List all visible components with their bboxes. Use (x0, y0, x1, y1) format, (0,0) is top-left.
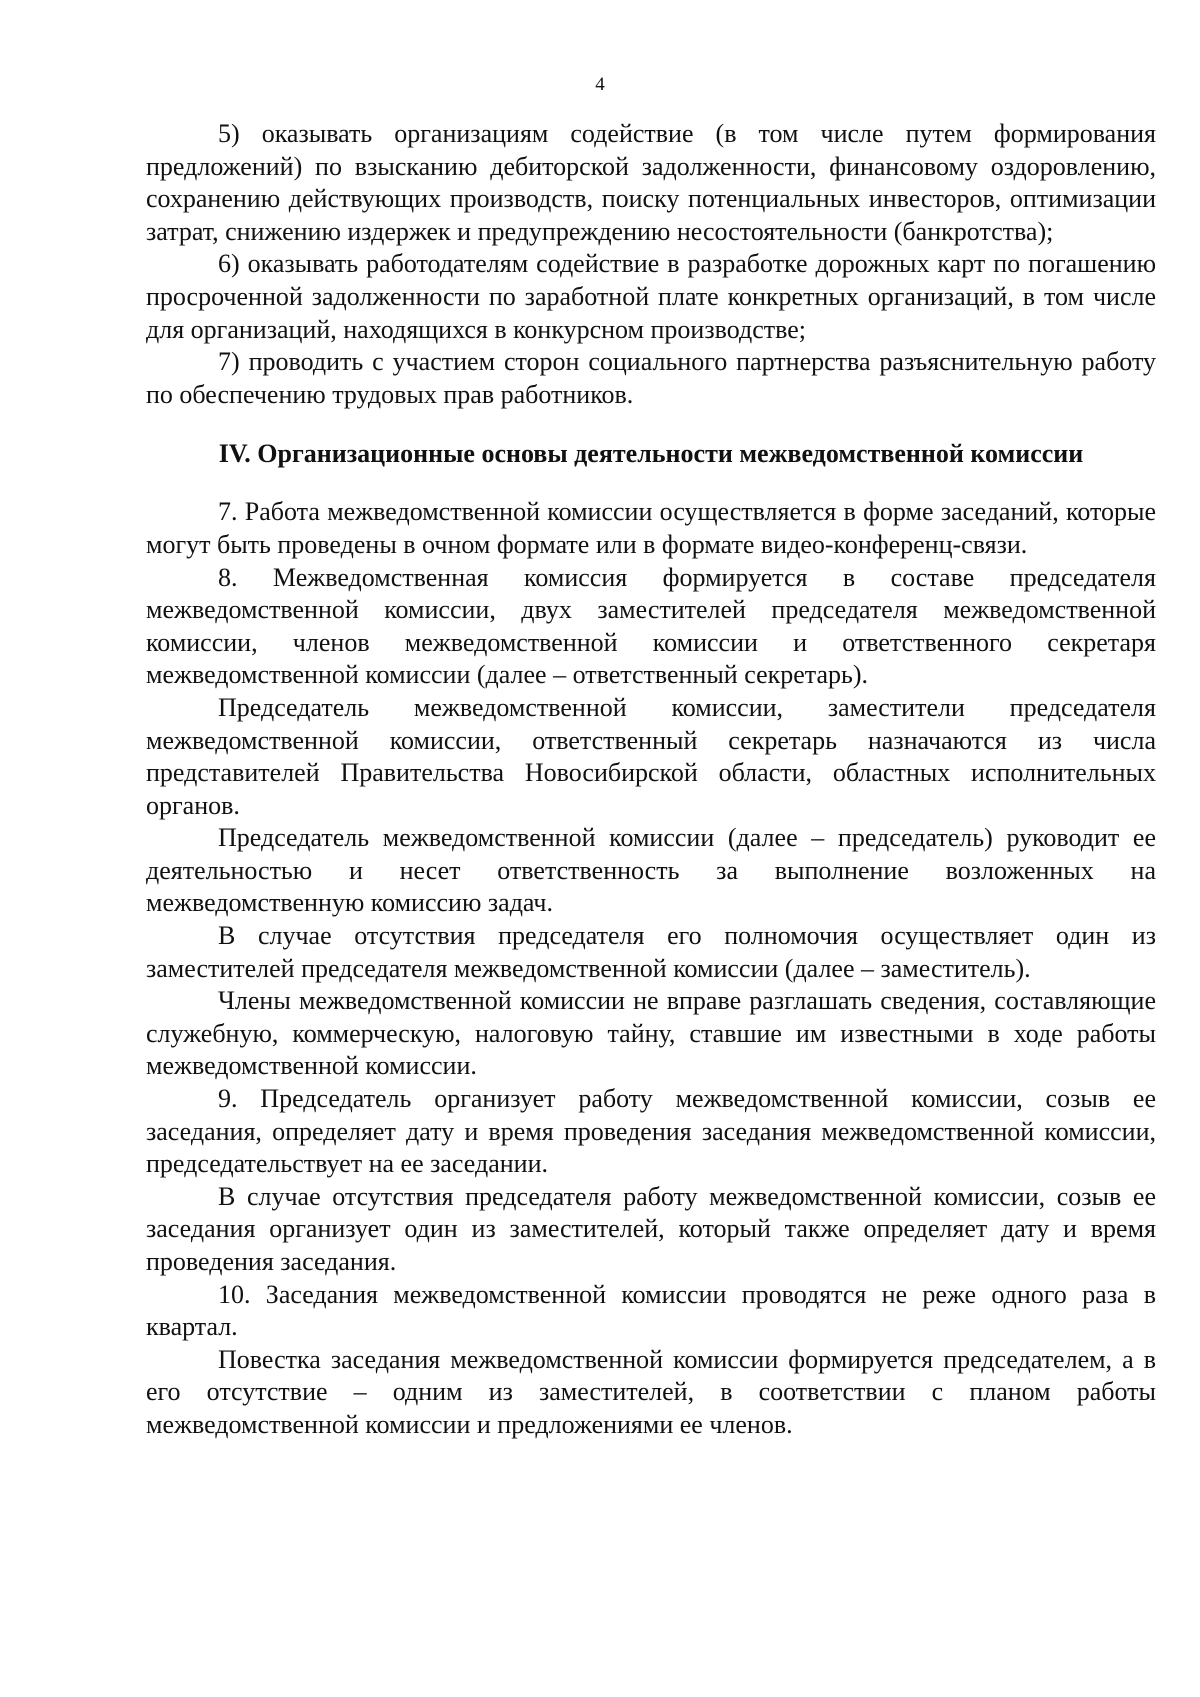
paragraph-clause-7: 7. Работа межведомственной комиссии осуществляется в форме заседаний, которые могут быть проведены в очном формате или в формате видео-конференц-связи. (146, 497, 1156, 559)
paragraph-deputy-organizes: В случае отсутствия председателя работу межведомственной комиссии, созыв ее заседания организует один из заместителей, который также определяет дату и время проведения заседания. (146, 1181, 1156, 1276)
paragraph-clause-10: 10. Заседания межведомственной комиссии проводятся не реже одного раза в квартал. (146, 1279, 1156, 1342)
paragraph-agenda: Повестка заседания межведомственной комиссии формируется председателем, а в его отсутствие – одним из заместителей, в соответствии с планом работы межведомственной комиссии и предложениями ее членов. (146, 1344, 1156, 1439)
paragraph-clause-9: 9. Председатель организует работу межведомственной комиссии, созыв ее заседания, определяет дату и время проведения заседания межведомственной комиссии, председательствует на ее заседании. (146, 1084, 1156, 1179)
paragraph-chairman-role: Председатель межведомственной комиссии (далее – председатель) руководит ее деятельностью и несет ответственность за выполнение возложенных на межведомственную комиссию задач. (146, 823, 1156, 918)
page-number: 4 (595, 74, 605, 95)
paragraph-confidentiality: Члены межведомственной комиссии не вправе разглашать сведения, составляющие служебную, коммерческую, налоговую тайну, ставшие им известными в ходе работы межведомственной комиссии. (146, 986, 1156, 1081)
document-body (146, 118, 1156, 1442)
paragraph-item-6: 6) оказывать работодателям содействие в разработке дорожных карт по погашению просроченной задолженности по заработной плате конкретных организаций, в том числе для организаций, находящихся в конкурсном производстве; (146, 249, 1156, 344)
paragraph-clause-8: 8. Межведомственная комиссия формируется в составе председателя межведомственной комиссии, двух заместителей председателя межведомственной комиссии, членов межведомственной комиссии и ответственного секретаря межведомственной комиссии (далее – ответственный секретарь). (146, 562, 1156, 690)
paragraph-appointment: Председатель межведомственной комиссии, заместители председателя межведомственной комиссии, ответственный секретарь назначаются из числа представителей Правительства Новосибирской области, областных исполнительных органов. (146, 692, 1156, 820)
paragraph-item-5: 5) оказывать организациям содействие (в том числе путем формирования предложений) по взысканию дебиторской задолженности, финансовому оздоровлению, сохранению действующих производств, поиску потенциальных инвесторов, оптимизации затрат, снижению издержек и предупреждению несостоятельности (банкротства); (146, 119, 1156, 246)
section-heading: IV. Организационные основы деятельности межведомственной комиссии (218, 439, 1084, 469)
paragraph-item-7: 7) проводить с участием сторон социального партнерства разъяснительную работу по обеспечению трудовых прав работников. (146, 347, 1156, 409)
paragraph-deputy-substitute: В случае отсутствия председателя его полномочия осуществляет один из заместителей председателя межведомственной комиссии (далее – заместитель). (146, 921, 1156, 983)
